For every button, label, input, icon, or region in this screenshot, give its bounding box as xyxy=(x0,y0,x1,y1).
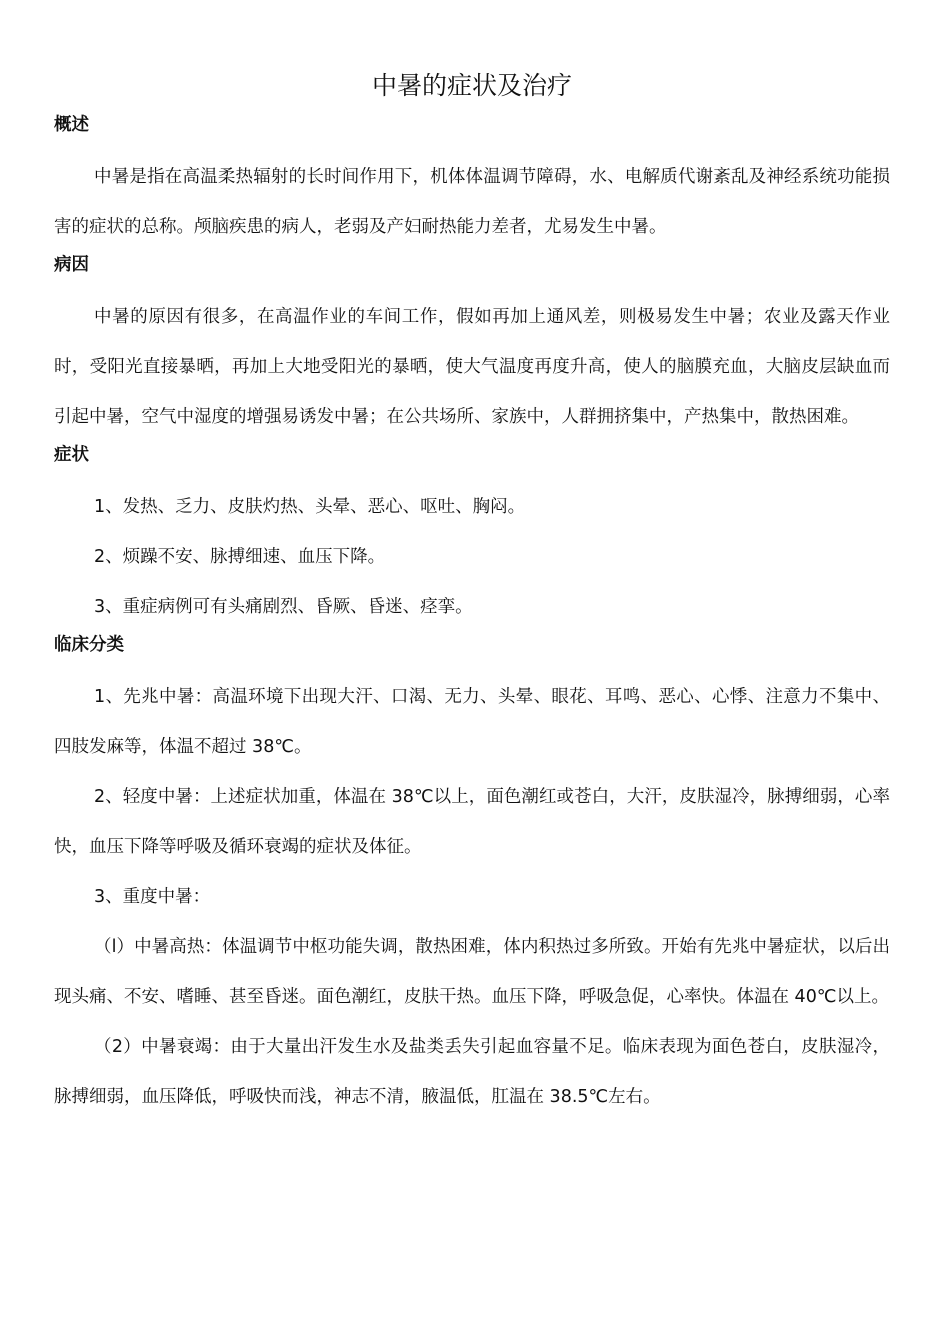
symptom-item: 2、烦躁不安、脉搏细速、血压下降。 xyxy=(94,547,386,567)
page-title: 中暑的症状及治疗 xyxy=(371,71,572,100)
section-heading-symptoms: 症状 xyxy=(54,445,89,465)
paragraph-cause: 中暑的原因有很多，在高温作业的车间工作，假如再加上通风差，则极易发生中暑；农业及露天作业时，受阳光直接暴晒，再加上大地受阳光的暴晒，使大气温度再度升高，使人的脑膜充血，大脑皮层缺血而引起中暑，空气中湿度的增强易诱发中暑；在公共场所、家族中，人群拥挤集中，产热集中，散热困难。 xyxy=(54,307,890,427)
symptom-item: 1、发热、乏力、皮肤灼热、头晕、恶心、呕吐、胸闷。 xyxy=(94,497,526,517)
paragraph-classification-mild-precursor: 1、先兆中暑：高温环境下出现大汗、口渴、无力、头晕、眼花、耳鸣、恶心、心悸、注意力不集中、四肢发麻等，体温不超过 38℃。 xyxy=(54,687,890,757)
section-heading-cause: 病因 xyxy=(54,255,89,275)
symptom-item: 3、重症病例可有头痛剧烈、昏厥、昏迷、痉挛。 xyxy=(94,597,473,617)
paragraph-overview: 中暑是指在高温柔热辐射的长时间作用下，机体体温调节障碍，水、电解质代谢紊乱及神经系统功能损害的症状的总称。颅脑疾患的病人，老弱及产妇耐热能力差者，尤易发生中暑。 xyxy=(54,167,890,237)
paragraph-classification-severe: 3、重度中暑： xyxy=(94,887,211,907)
paragraph-heat-exhaustion: （2）中暑衰竭：由于大量出汗发生水及盐类丢失引起血容量不足。临床表现为面色苍白，皮肤湿冷，脉搏细弱，血压降低，呼吸快而浅，神志不清，腋温低，肛温在 38.5℃左右。 xyxy=(54,1037,890,1107)
paragraph-classification-light: 2、轻度中暑：上述症状加重，体温在 38℃以上，面色潮红或苍白，大汗，皮肤湿冷，脉搏细弱，心率快，血压下降等呼吸及循环衰竭的症状及体征。 xyxy=(54,787,890,857)
section-heading-overview: 概述 xyxy=(54,115,89,135)
paragraph-heat-hyperpyrexia: （l）中暑高热：体温调节中枢功能失调，散热困难，体内积热过多所致。开始有先兆中暑症状，以后出现头痛、不安、嗜睡、甚至昏迷。面色潮红，皮肤干热。血压下降，呼吸急促，心率快。体温在 40℃以上。 xyxy=(54,937,890,1007)
section-heading-classification: 临床分类 xyxy=(54,635,124,655)
